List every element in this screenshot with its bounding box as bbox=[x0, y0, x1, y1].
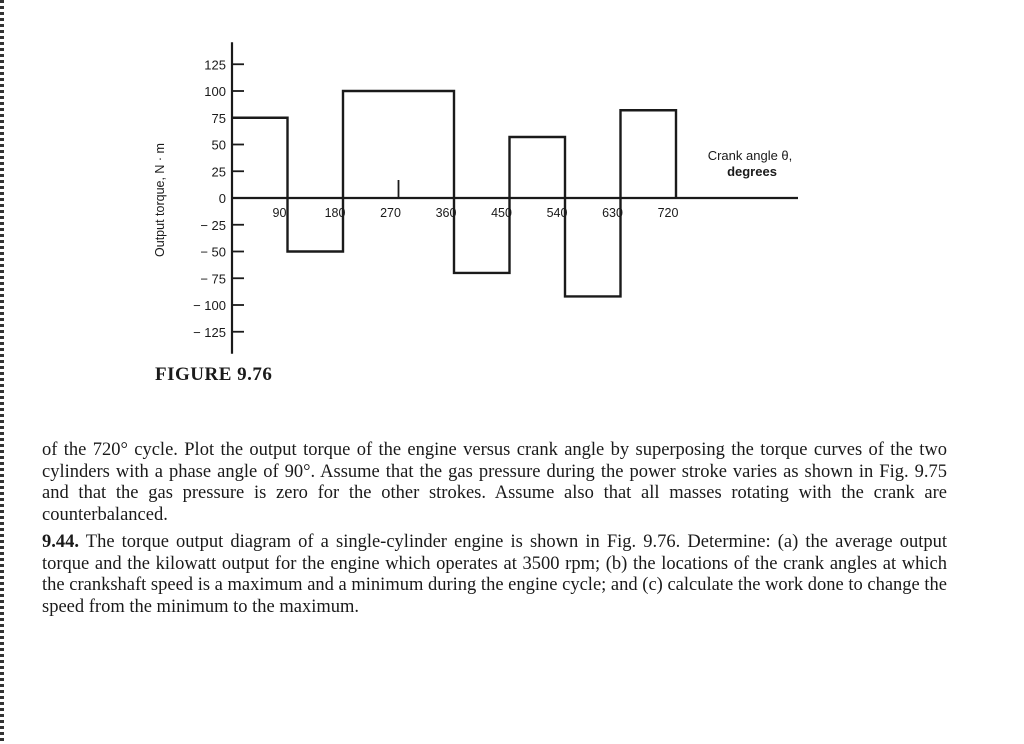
x-tick-label: 180 bbox=[324, 206, 346, 220]
y-tick-label: 125 bbox=[204, 57, 226, 73]
x-tick-label: 540 bbox=[546, 206, 568, 220]
x-axis-label-line1: Crank angle θ, bbox=[707, 148, 793, 163]
y-tick-label: − 100 bbox=[193, 298, 226, 313]
paragraph-text: The torque output diagram of a single-cylinder engine is shown in Fig. 9.76. Determine: (a) the average output torque and the kilowatt output for the engine which operates at 3500 rpm; (b) the locations of the crank angles at which the crankshaft speed is a maximum and a minimum during the engine cycle; and (c) calculate the work done to change the speed from the minimum to the maximum. bbox=[42, 532, 947, 617]
torque-step-line bbox=[232, 91, 676, 296]
y-tick-label: 0 bbox=[218, 191, 226, 206]
figure-caption: FIGURE 9.76 bbox=[155, 364, 273, 385]
problem-9-44 bbox=[42, 532, 947, 618]
x-tick-label: 450 bbox=[491, 206, 512, 220]
y-tick-label: 100 bbox=[204, 84, 226, 99]
y-tick-label: 25 bbox=[211, 164, 226, 180]
x-axis-ticks bbox=[273, 180, 679, 220]
y-tick-label: 75 bbox=[211, 110, 226, 126]
y-axis-label: Output torque, N · m bbox=[153, 143, 167, 257]
y-axis-ticks bbox=[193, 57, 244, 340]
y-tick-label: − 50 bbox=[200, 244, 226, 260]
x-tick-label: 720 bbox=[657, 206, 679, 220]
chart-axes bbox=[232, 42, 798, 354]
problem-number: 9.44. bbox=[42, 532, 79, 552]
y-tick-label: 50 bbox=[211, 137, 226, 153]
paragraph-text: of the 720° cycle. Plot the output torque of the engine versus crank angle by superposing the torque curves of the two cylinders with a phase angle of 90°. Assume that the gas pressure during the power stroke varies as shown in Fig. 9.75 and that the gas pressure is zero for the other strokes. Assume also that all masses rotating with the crank are counterbalanced. bbox=[42, 440, 947, 525]
y-tick-label: − 25 bbox=[200, 217, 226, 233]
y-tick-label: − 75 bbox=[200, 271, 226, 287]
x-axis-label-line2: degrees bbox=[727, 164, 777, 179]
problem-text bbox=[42, 440, 947, 618]
x-tick-label: 630 bbox=[602, 206, 623, 220]
x-tick-label: 360 bbox=[435, 206, 457, 220]
x-tick-label: 90 bbox=[272, 206, 287, 220]
paragraph-continued bbox=[42, 440, 947, 526]
y-tick-label: − 125 bbox=[193, 324, 226, 340]
x-tick-label: 270 bbox=[380, 206, 401, 220]
